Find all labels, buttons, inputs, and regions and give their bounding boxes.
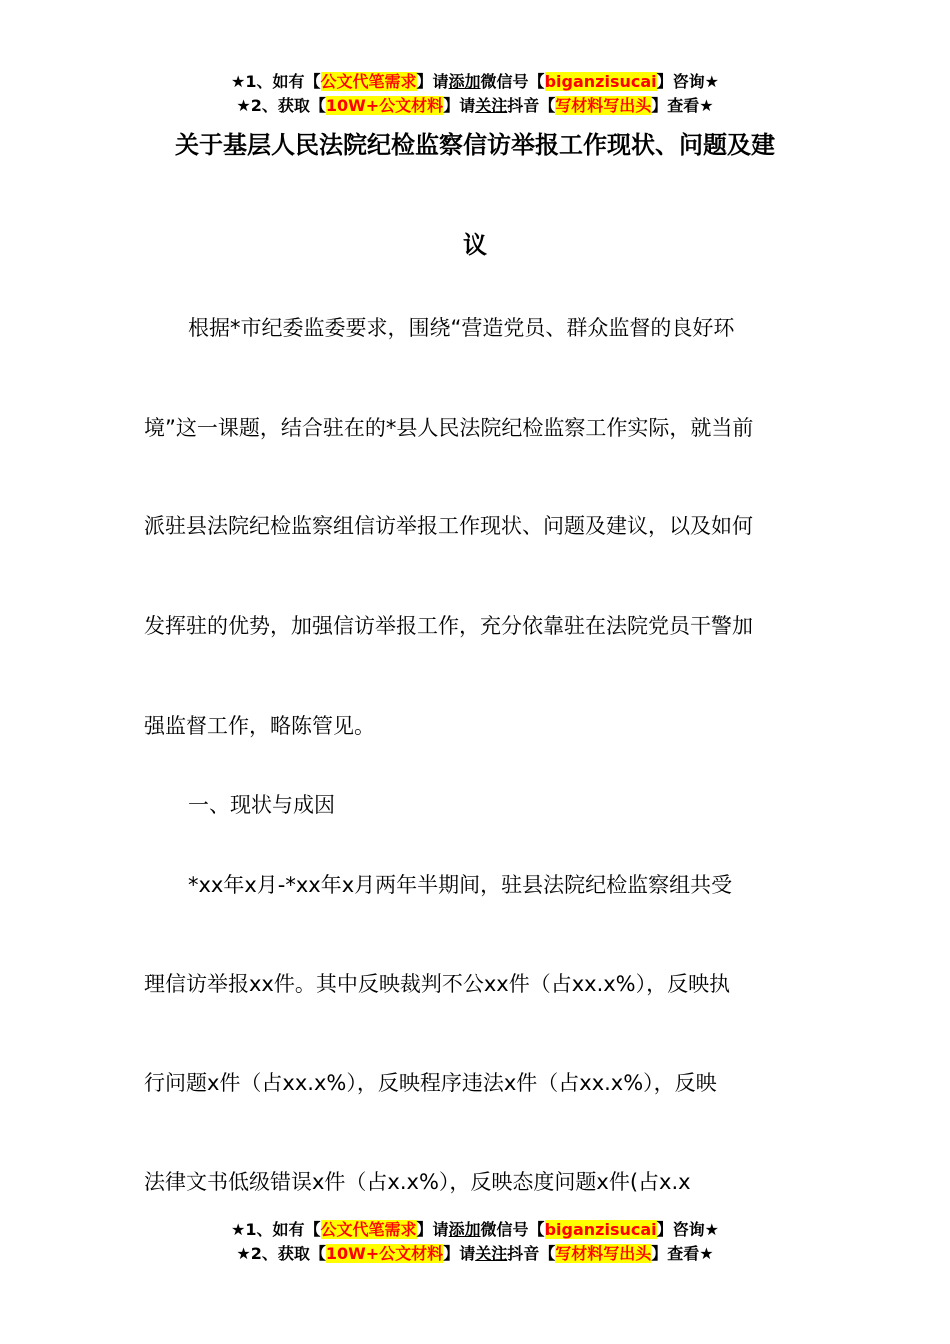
banner-text: ★2、获取【 — [236, 96, 326, 115]
banner-text: 】请 — [416, 1220, 449, 1239]
body-line: 行问题x件（占xx.x%），反映程序违法x件（占xx.x%），反映 — [144, 1071, 717, 1095]
body-line: 派驻县法院纪检监察组信访举报工作现状、问题及建议，以及如何 — [144, 514, 753, 538]
bottom-banner — [0, 1218, 950, 1266]
banner-line-1 — [0, 70, 950, 94]
highlight-text: 10W+公文材料 — [325, 96, 444, 115]
banner-line-2 — [0, 1242, 950, 1266]
banner-text: 微信号【 — [480, 1220, 545, 1239]
highlight-text: 写材料写出头 — [555, 96, 652, 115]
body-line: 强监督工作，略陈管见。 — [144, 714, 375, 738]
highlight-text: 写材料写出头 — [555, 1244, 652, 1263]
document-title-line-1: 关于基层人民法院纪检监察信访举报工作现状、问题及建 — [175, 131, 775, 159]
body-line: 根据*市纪委监委要求，围绕“营造党员、群众监督的良好环 — [188, 316, 735, 340]
highlight-text: 10W+公文材料 — [325, 1244, 444, 1263]
section-heading: 一、现状与成因 — [188, 793, 335, 817]
banner-text: ★2、获取【 — [236, 1244, 326, 1263]
banner-text: ★1、如有【 — [231, 72, 321, 91]
body-line: 发挥驻的优势，加强信访举报工作，充分依靠驻在法院党员干警加 — [144, 614, 753, 638]
underlined-text: 添加 — [448, 72, 481, 91]
underlined-text: 添加 — [448, 1220, 481, 1239]
banner-text: 】咨询★ — [656, 1220, 719, 1239]
banner-text: 抖音【 — [507, 1244, 556, 1263]
highlight-text: biganzisucai — [544, 1220, 657, 1239]
banner-text: 】查看★ — [651, 96, 714, 115]
banner-text: 微信号【 — [480, 72, 545, 91]
body-line: 理信访举报xx件。其中反映裁判不公xx件（占xx.x%），反映执 — [144, 972, 731, 996]
banner-text: 】查看★ — [651, 1244, 714, 1263]
banner-line-2 — [0, 94, 950, 118]
body-line: 境”这一课题，结合驻在的*县人民法院纪检监察工作实际，就当前 — [144, 416, 754, 440]
banner-text: 】请 — [416, 72, 449, 91]
underlined-text: 关注 — [475, 1244, 508, 1263]
banner-text: ★1、如有【 — [231, 1220, 321, 1239]
underlined-text: 关注 — [475, 96, 508, 115]
body-line: 法律文书低级错误x件（占x.x%），反映态度问题x件(占x.x — [144, 1170, 691, 1194]
highlight-text: 公文代笔需求 — [320, 72, 417, 91]
banner-text: 】请 — [443, 1244, 476, 1263]
document-title-line-2: 议 — [463, 231, 487, 259]
banner-text: 抖音【 — [507, 96, 556, 115]
top-banner — [0, 70, 950, 118]
banner-text: 】咨询★ — [656, 72, 719, 91]
banner-text: 】请 — [443, 96, 476, 115]
body-line: *xx年x月-*xx年x月两年半期间，驻县法院纪检监察组共受 — [188, 873, 733, 897]
highlight-text: biganzisucai — [544, 72, 657, 91]
banner-line-1 — [0, 1218, 950, 1242]
highlight-text: 公文代笔需求 — [320, 1220, 417, 1239]
